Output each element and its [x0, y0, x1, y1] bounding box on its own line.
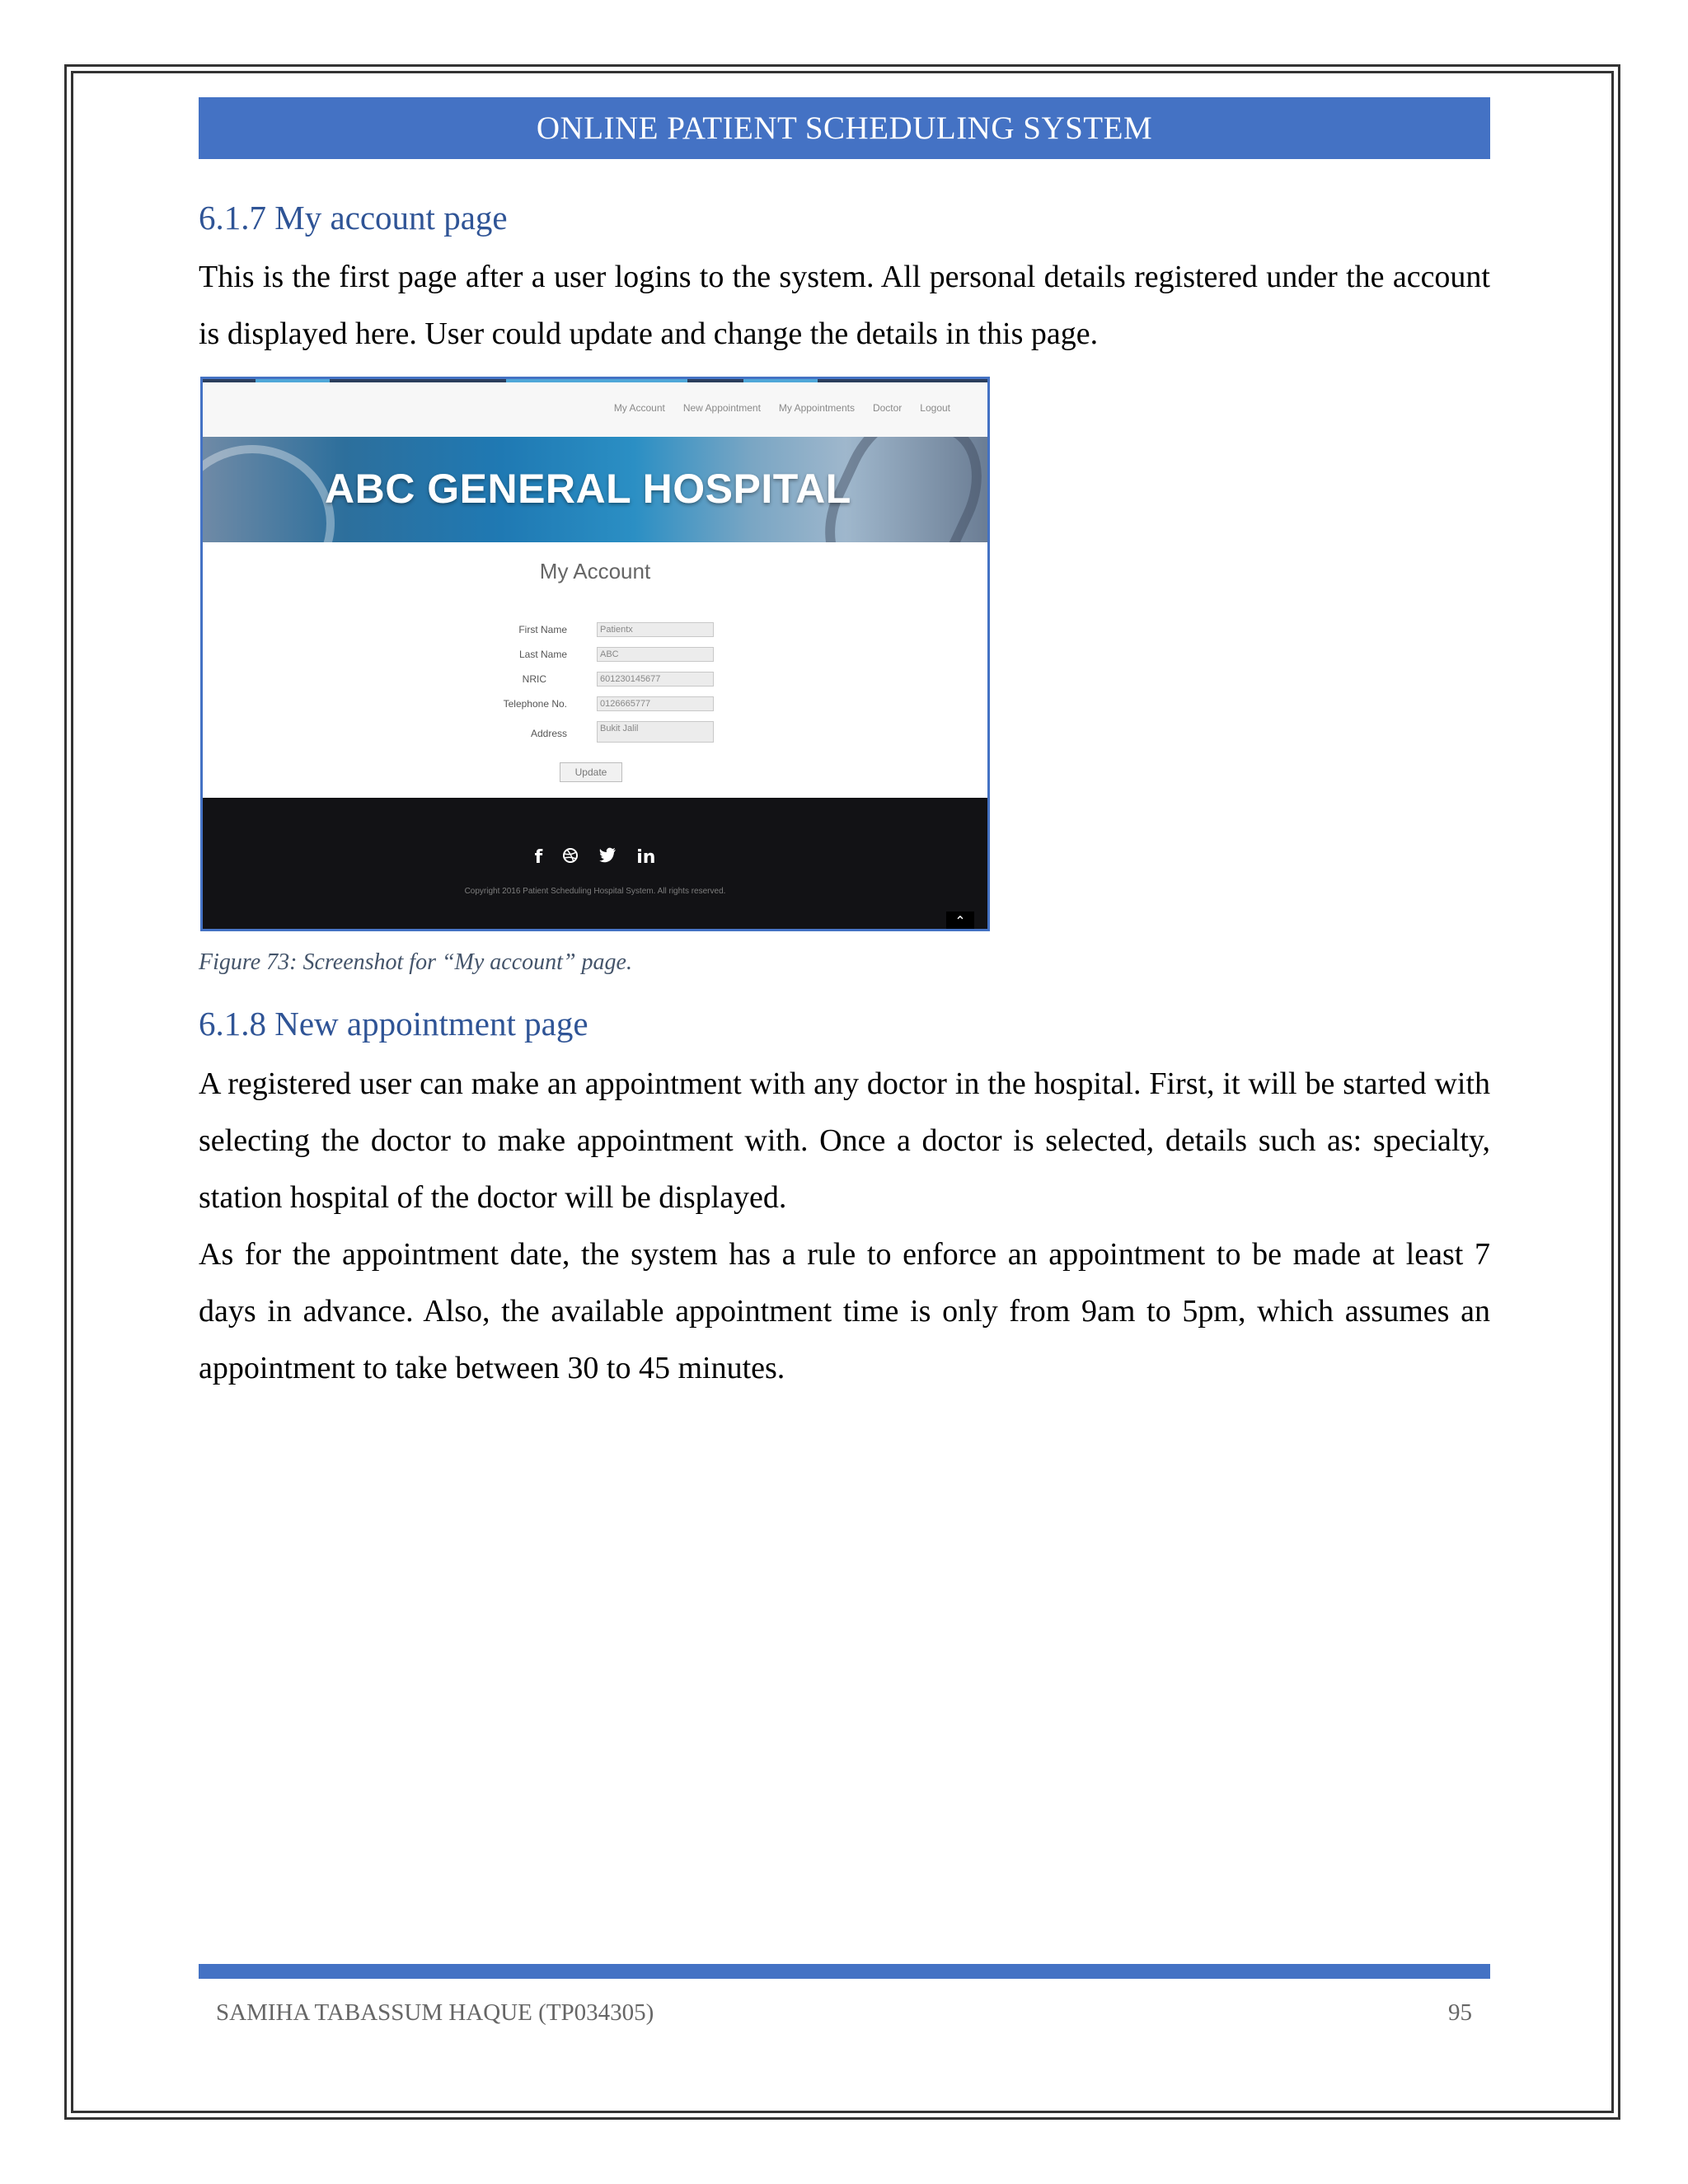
nav-new-appointment[interactable]: New Appointment: [682, 402, 761, 414]
section-body-new-appointment-2: As for the appointment date, the system has a rule to enforce an appointment to be made at least 7 days in advance. Also, the available appointment time is only from 9am to 5pm, which assumes an appointment to take between 30 to 45 minutes.: [199, 1237, 1490, 1385]
hospital-banner: [203, 437, 987, 542]
first-name-label: First Name: [518, 624, 567, 635]
nric-label: NRIC: [522, 673, 546, 685]
banner-title: ABC GENERAL HOSPITAL: [325, 466, 851, 512]
account-page-title: My Account: [539, 559, 651, 583]
dribbble-icon[interactable]: [562, 847, 579, 869]
first-name-input[interactable]: Patientx: [597, 622, 714, 637]
copyright-text: Copyright 2016 Patient Scheduling Hospital System. All rights reserved.: [464, 887, 726, 896]
nav-my-appointments[interactable]: My Appointments: [778, 402, 855, 414]
form-row-nric: [203, 672, 987, 688]
form-row-address: [203, 721, 987, 738]
facebook-icon[interactable]: f: [534, 847, 543, 868]
address-textarea[interactable]: Bukit Jalil: [597, 721, 714, 743]
chevron-up-icon: ⌃: [954, 915, 966, 929]
last-name-label: Last Name: [518, 649, 567, 660]
update-button[interactable]: Update: [560, 762, 622, 782]
telephone-input[interactable]: 0126665777: [597, 696, 714, 711]
nric-input[interactable]: 601230145677: [597, 672, 714, 687]
last-name-input[interactable]: ABC: [597, 647, 714, 662]
nav-doctor[interactable]: Doctor: [872, 402, 903, 414]
figure-caption: Figure 73: Screenshot for “My account” page.: [199, 949, 632, 975]
form-row-last-name: [203, 647, 987, 663]
document-header: [199, 97, 1490, 159]
section-heading-new-appointment: 6.1.8 New appointment page: [199, 1005, 588, 1043]
form-row-telephone: [203, 696, 987, 713]
telephone-label: Telephone No.: [503, 698, 567, 710]
screenshot-footer: [203, 798, 987, 931]
nav-logout[interactable]: Logout: [920, 402, 950, 414]
screenshot-my-account: [200, 377, 990, 931]
footer-author: SAMIHA TABASSUM HAQUE (TP034305): [216, 1999, 654, 2026]
address-label: Address: [530, 728, 567, 739]
section-heading-my-account: 6.1.7 My account page: [199, 199, 508, 237]
section-body-my-account: This is the first page after a user logins to the system. All personal details registered under the account is displayed here. User could update and change the details in this page.: [199, 260, 1490, 351]
footer-bar: [199, 1964, 1490, 1979]
header-title: ONLINE PATIENT SCHEDULING SYSTEM: [536, 110, 1153, 146]
screenshot-nav-bar: [203, 382, 987, 437]
form-row-first-name: [203, 622, 987, 639]
linkedin-icon[interactable]: in: [636, 847, 656, 868]
page-number: 95: [1448, 1999, 1472, 2026]
section-body-new-appointment-1: A registered user can make an appointment with any doctor in the hospital. First, it will be started with selecting the doctor to make appointment with. Once a doctor is selected, details such as: specialty, station hospital of the doctor will be displayed.: [199, 1066, 1490, 1215]
nav-my-account[interactable]: My Account: [613, 402, 665, 414]
twitter-icon[interactable]: [598, 847, 617, 869]
scroll-top-button[interactable]: [946, 912, 974, 931]
